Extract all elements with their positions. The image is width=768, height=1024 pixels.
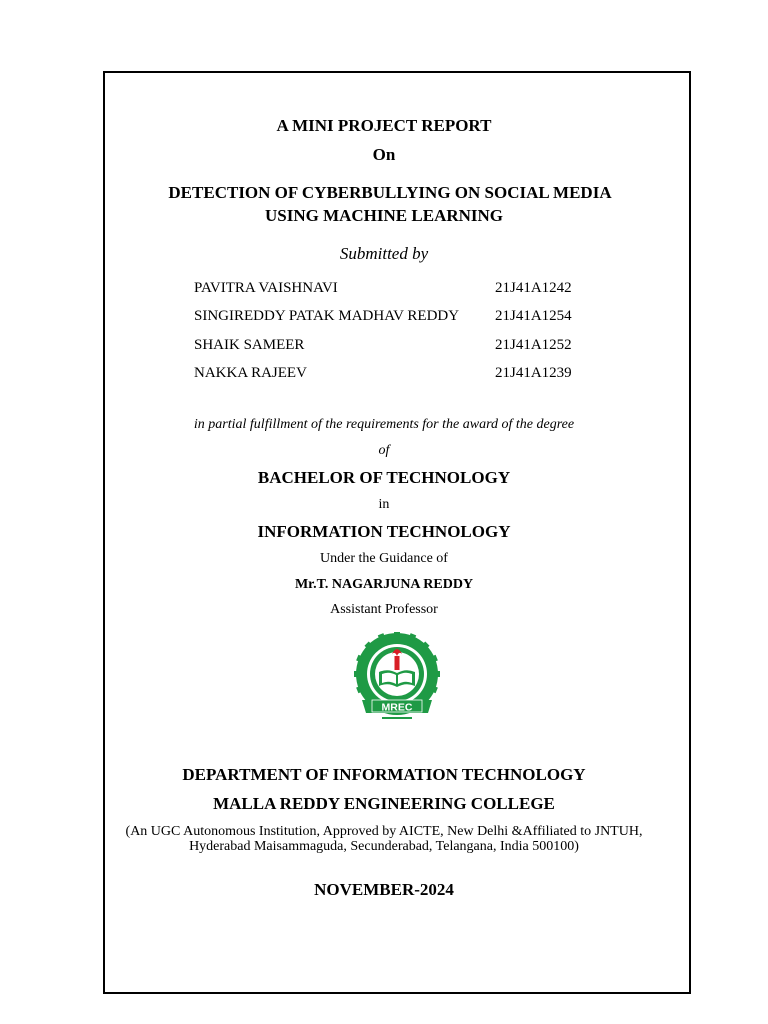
fulfillment-text: in partial fulfillment of the requirements for the award of the degree bbox=[193, 417, 575, 432]
department-name: DEPARTMENT OF INFORMATION TECHNOLOGY bbox=[182, 765, 586, 784]
guidance-intro: Under the Guidance of bbox=[320, 551, 448, 566]
mrec-banner bbox=[362, 700, 432, 714]
on-label: On bbox=[372, 145, 396, 164]
report-heading: A MINI PROJECT REPORT bbox=[276, 116, 492, 135]
submission-date: NOVEMBER-2024 bbox=[314, 880, 454, 899]
student-roll-number: 21J41A1239 bbox=[495, 364, 572, 381]
mrec-abbreviation: MREC bbox=[381, 701, 413, 714]
branch-name: INFORMATION TECHNOLOGY bbox=[257, 522, 511, 541]
college-name: MALLA REDDY ENGINEERING COLLEGE bbox=[213, 794, 555, 813]
submitted-by-label: Submitted by bbox=[339, 244, 429, 263]
project-title-line2: USING MACHINE LEARNING bbox=[264, 206, 504, 225]
student-roll-number: 21J41A1254 bbox=[495, 308, 572, 325]
institution-note-line2: Hyderabad Maisammaguda, Secunderabad, Telangana, India 500100) bbox=[189, 839, 579, 854]
in-label: in bbox=[378, 497, 390, 512]
institution-note-line1: (An UGC Autonomous Institution, Approved by AICTE, New Delhi &Affiliated to JNTUH, bbox=[125, 824, 643, 839]
student-row bbox=[194, 280, 614, 308]
student-roll-number: 21J41A1242 bbox=[495, 280, 572, 296]
guide-name: Mr.T. NAGARJUNA REDDY bbox=[294, 577, 474, 592]
student-row bbox=[194, 365, 614, 393]
student-name: NAKKA RAJEEV bbox=[194, 364, 307, 381]
student-name: SHAIK SAMEER bbox=[194, 336, 305, 353]
student-name: PAVITRA VAISHNAVI bbox=[194, 280, 338, 296]
student-row bbox=[194, 308, 614, 336]
guide-designation: Assistant Professor bbox=[330, 602, 438, 617]
college-logo bbox=[352, 632, 442, 722]
degree-name: BACHELOR OF TECHNOLOGY bbox=[257, 468, 511, 487]
project-title-line1: DETECTION OF CYBERBULLYING ON SOCIAL MEDIA bbox=[168, 183, 612, 202]
student-roll-number: 21J41A1252 bbox=[495, 336, 572, 353]
student-row bbox=[194, 337, 614, 365]
of-label: of bbox=[378, 443, 390, 458]
student-name: SINGIREDDY PATAK MADHAV REDDY bbox=[194, 308, 460, 325]
student-list bbox=[194, 280, 614, 393]
